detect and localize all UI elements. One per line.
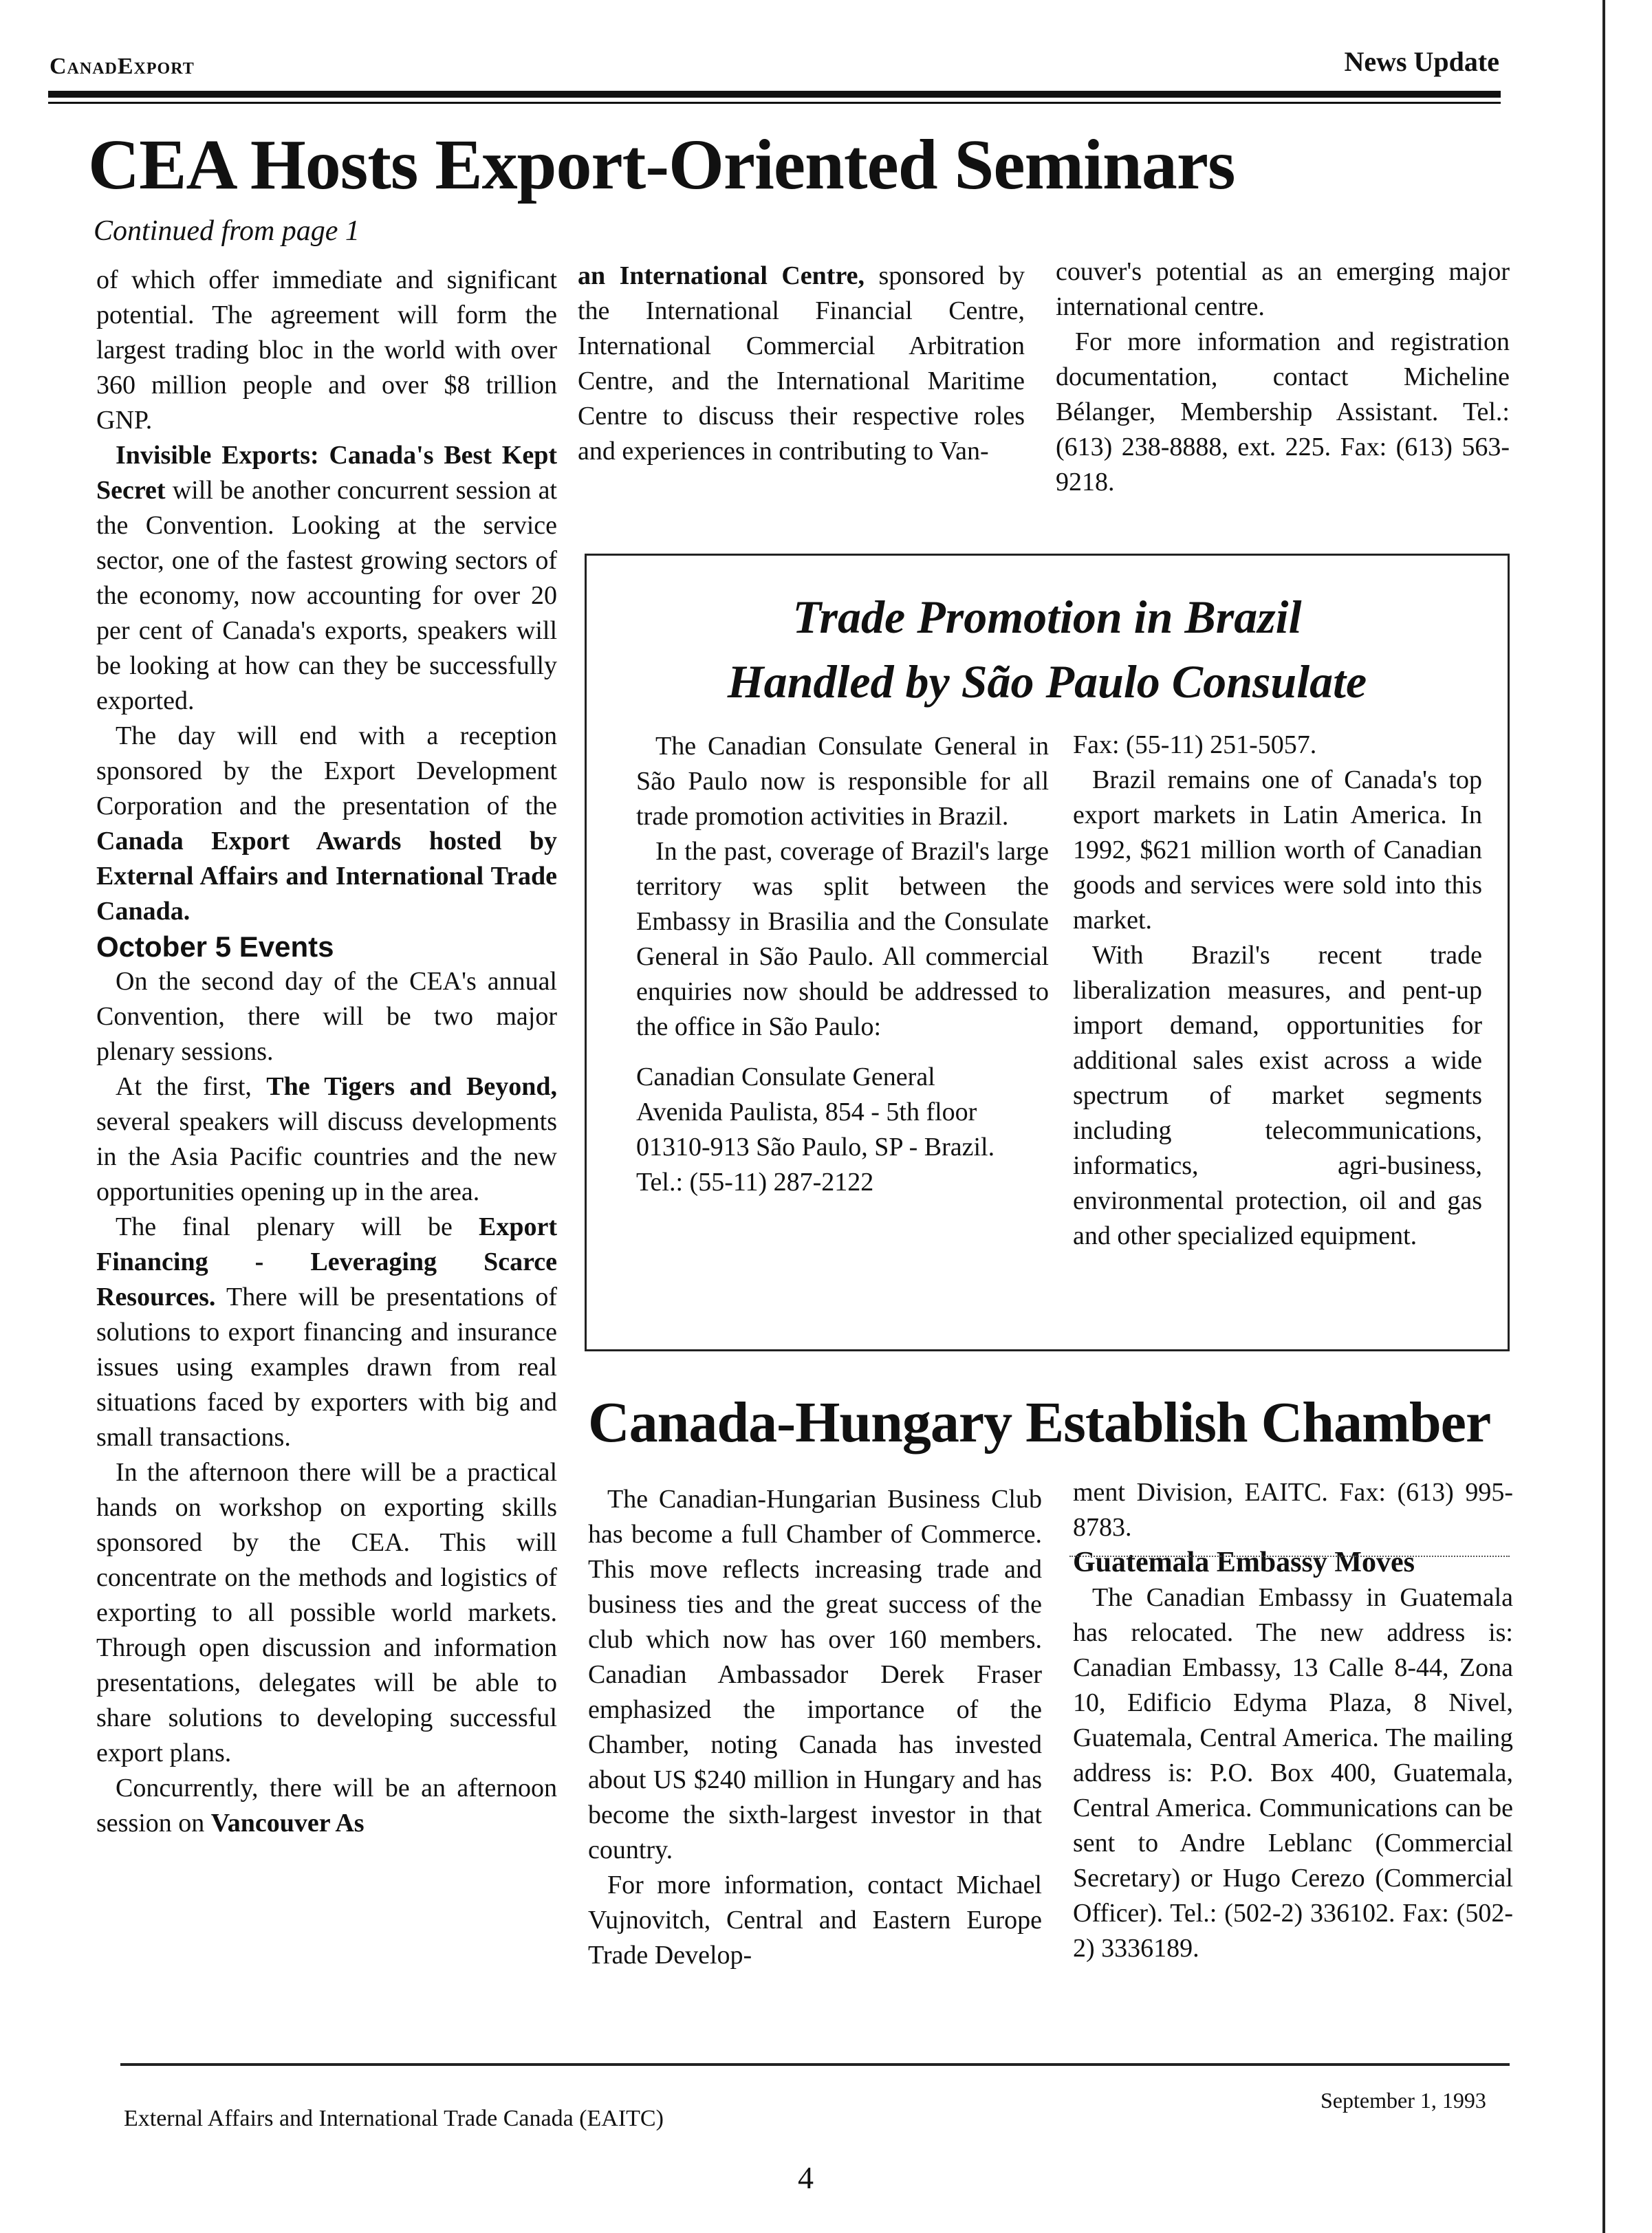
paragraph: The Canadian-Hungarian Business Club has become a full Chamber of Commerce. This move reflects increasing trade and business ties and the great success of the club which now has over 160 members. Canadian Ambassador Derek Fraser emphasized the importance of the Chamber, noting Canada has invested about US $240 million in Hungary and has become the sixth-largest investor in that country. [588,1485,1042,1864]
address-line: 01310-913 São Paulo, SP - Brazil. [636,1133,995,1162]
paragraph: Brazil remains one of Canada's top export markets in Latin America. In 1992, $621 million worth of Canadian goods and services were sold into this market. [1073,765,1482,935]
publication-name: CanadExport [50,54,195,79]
paragraph: With Brazil's recent trade liberalization measures, and pent-up import demand, opportunities for additional sales exist across a wide spectrum of market segments including telecommunications, informatics, agri-business, environmental protection, oil and gas and other specialized equipment. [1073,941,1482,1250]
paragraph: of which offer immediate and significant potential. The agreement will form the largest trading bloc in the world with over 360 million people and over $8 trillion GNP. [96,265,557,435]
brazil-column-2 [1073,728,1482,1254]
session-title: Vancouver As [210,1809,365,1838]
session-title: Export Financing - Leveraging Scarce Resources. [96,1212,557,1311]
paragraph: For more information and registration documentation, contact Micheline Bélanger, Membership Assistant. Tel.:(613) 238-8888, ext. 225. Fax: (613) 563-9218. [1056,327,1510,497]
paragraph-text: The day will end with a reception sponsored by the Export Development Corporation and the presentation of the [96,721,557,820]
paragraph: In the afternoon there will be a practical hands on workshop on exporting skills sponsored by the CEA. This will concentrate on the methods and logistics of exporting to all possible world markets. Through open discussion and information presentations, delegates will be able to share solutions to developing successful export plans. [96,1458,557,1767]
paragraph [96,1771,557,1841]
title-line: Handled by São Paulo Consulate [727,655,1367,708]
page-number: 4 [798,2160,814,2195]
paragraph-text: will be another concurrent session at the Convention. Looking at the service sector, one of the fastest growing sectors of the economy, now accounting for over 20 per cent of Canada's exports, speakers will be looking at how can they be successfully exported. [96,476,557,715]
continued-note: Continued from page 1 [94,215,360,247]
header-rule [48,91,1501,98]
paragraph: In the past, coverage of Brazil's large territory was split between the Embassy in Brasilia and the Consulate General in São Paulo. All commercial enquiries now should be addressed to the office in São Paulo: [636,837,1049,1041]
paragraph [96,438,557,719]
brazil-column-1 [636,729,1049,1200]
article1-column-1 [96,263,557,1841]
address-block [636,1060,1049,1200]
divider [1069,1556,1510,1557]
awards-title: Canada Export Awards hosted by External Affairs and International Trade Canada. [96,827,557,926]
section-label: News Update [1344,46,1499,77]
paragraph [96,719,557,929]
hungary-column-1 [588,1482,1042,1973]
session-title: The Tigers and Beyond, [266,1072,557,1101]
paragraph: For more information, contact Michael Vujnovitch, Central and Eastern Europe Trade Develop- [588,1871,1042,1970]
session-title: an International Centre, [578,261,865,290]
paragraph-text: At the first, [116,1072,267,1101]
address-line: Avenida Paulista, 854 - 5th floor [636,1098,977,1126]
footer-publisher: External Affairs and International Trade Canada (EAITC) [124,2106,664,2131]
page-edge-line [1602,0,1605,2233]
paragraph-text: several speakers will discuss developments in the Asia Pacific countries and the new opportunities opening up in the area. [96,1107,557,1206]
paragraph: ment Division, EAITC. Fax: (613) 995-8783. [1073,1478,1513,1542]
paragraph: The Canadian Embassy in Guatemala has relocated. The new address is: Canadian Embassy, 13 Calle 8-44, Zona 10, Edificio Edyma Plaza, 8 Nivel, Guatemala, Central America. The mailing address is: P.O. Box 400, Guatemala, Central America. Communications can be sent to Andre Leblanc (Commercial Secretary) or Hugo Cerezo (Commercial Officer). Tel.: (502-2) 336102. Fax: (502-2) 3336189. [1073,1583,1513,1963]
header-rule-thin [48,102,1501,104]
paragraph: The Canadian Consulate General in São Paulo now is responsible for all trade promotion activities in Brazil. [636,732,1049,831]
session-title: Invisible Exports: Canada's Best Kept Secret [96,441,557,505]
title-line: Trade Promotion in Brazil [792,591,1302,643]
brazil-article-title [585,585,1510,714]
address-line: Canadian Consulate General [636,1063,935,1091]
hungary-column-2 [1073,1475,1513,1966]
paragraph-text: There will be presentations of solutions to export financing and insurance issues using examples drawn from real situations faced by exporters with big and small transactions. [96,1283,557,1452]
article-headline: CEA Hosts Export-Oriented Seminars [88,125,1235,204]
subheading: October 5 Events [96,930,334,963]
phone-number: Tel.: (55-11) 287-2122 [636,1168,874,1197]
paragraph: On the second day of the CEA's annual Convention, there will be two major plenary sessions. [96,967,557,1066]
paragraph: couver's potential as an emerging major international centre. [1056,257,1510,321]
footer-rule [120,2063,1510,2066]
footer-date: September 1, 1993 [1320,2088,1486,2113]
paragraph [96,1069,557,1210]
paragraph-text: The final plenary will be [116,1212,479,1241]
paragraph [578,259,1025,469]
guatemala-headline: Guatemala Embassy Moves [1073,1547,1415,1578]
article1-column-3 [1056,254,1510,500]
article1-column-2 [578,259,1025,469]
fax-number: Fax: (55-11) 251-5057. [1073,730,1317,759]
paragraph-text: sponsored by the International Financial Centre, International Commercial Arbitration Centre, and the International Maritime Centre to discuss their respective roles and experiences in contributing to Van- [578,261,1025,466]
paragraph-text: Concurrently, there will be an afternoon session on [96,1774,557,1838]
hungary-headline: Canada-Hungary Establish Chamber [588,1391,1491,1455]
paragraph [96,1210,557,1455]
